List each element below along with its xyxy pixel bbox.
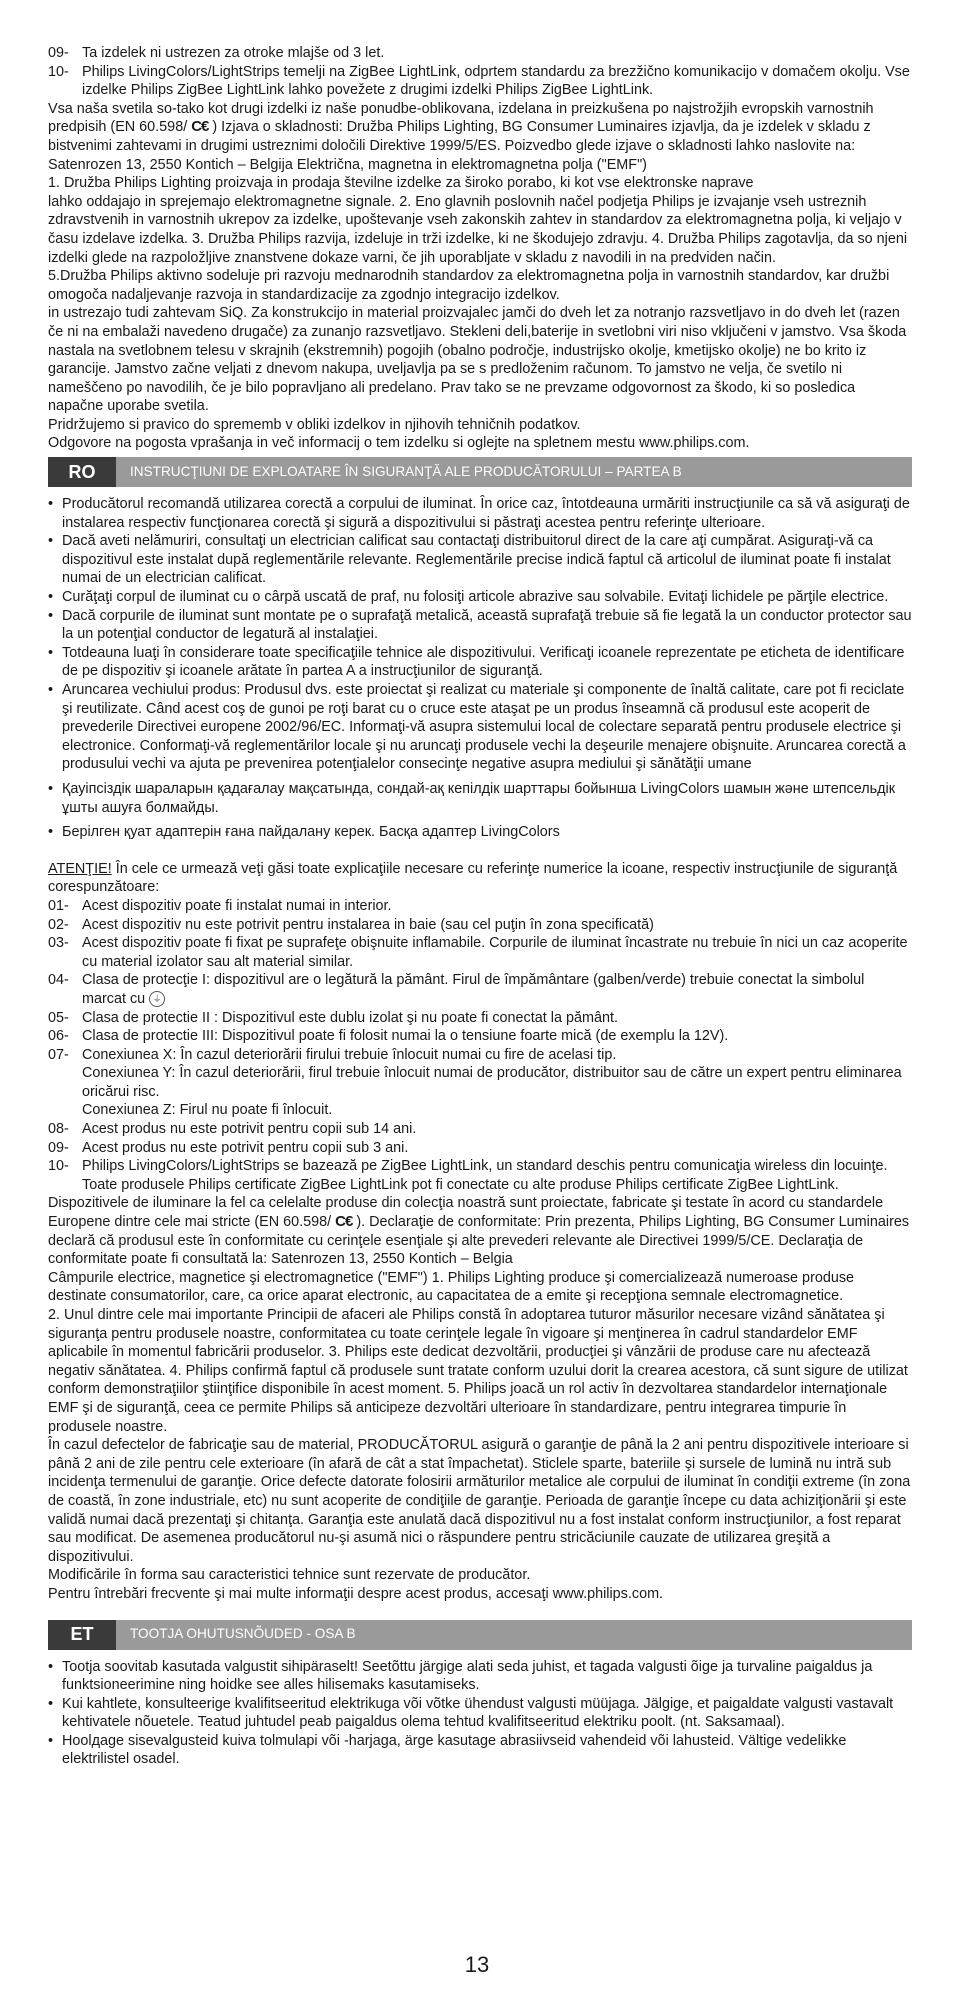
bullet-text: Dacă corpurile de iluminat sunt montate pe o suprafaţă metalică, această suprafaţă trebuie să fie legată la un conductor protector sau la un potenţial conductor de legatură al instalaţiei. — [62, 607, 912, 643]
ro-conformity-paragraph — [48, 1194, 912, 1268]
item-number: 03- — [48, 935, 69, 952]
bullet-icon: • — [48, 682, 54, 698]
bullet-text: Aruncarea vechiului produs: Produsul dvs. este proiectat şi realizat cu materiale şi componente de înaltă calitate, care pot fi reciclate şi reutilizate. Când acest coş de gunoi pe roţi barat cu o cruce este ataşat pe un produs înseamnă că produsul este acoperit de prevederile Directivei europene 2002/96/EC. Informaţi-vă asupra sistemului local de colectare separată pentru produsele electrice şi electronice. Conformaţi-vă reglementărilor locale şi nu aruncaţi produsele vechi la deşeurile menajere obişnuite. Aruncarea corectă a produsului vechi va ajuta pe prevenirea potenţialelor consecinţe negative asupra mediului şi sănătăţii umane — [62, 682, 906, 773]
earth-ground-icon: ⏚ — [149, 991, 165, 1007]
bullet-icon: • — [48, 607, 54, 624]
bullet-text: Tootja soovitab kasutada valgustit sihipäraselt! Seetõttu järgige alati seda juhist, et tagada valgusti õige ja turvaline paigaldus ja funktsioneerimine ning hoidke see alles hilisemaks kasutamiseks. — [62, 1658, 873, 1694]
attention-text: În cele ce urmează veţi găsi toate explicaţiile necesare cu referinţe numerice la icoane, respectiv instrucţiunile de siguranţă corespunzătoare: — [48, 860, 898, 896]
sl-emf-paragraph-3: 5.Družba Philips aktivno sodeluje pri razvoju mednarodnih standardov za elektromagnetna polja in varnostnih standardov, kar družbi omogoča nadaljevanje razvoja in standardizacije za zgodnjo integracijo izdelkov. — [48, 268, 890, 303]
language-badge: RO — [48, 457, 116, 487]
item-text: Acest produs nu este potrivit pentru copii sub 14 ani. — [82, 1121, 417, 1138]
page-number: 13 — [464, 1952, 490, 1977]
ro-rights-paragraph: Modificările în forma sau caracteristici tehnice sunt rezervate de producător. — [48, 1567, 531, 1584]
et-bullet — [48, 1732, 912, 1769]
ro-item-04 — [48, 971, 912, 1008]
item-number: 06- — [48, 1028, 69, 1045]
ro-attention-paragraph — [48, 860, 912, 897]
ro-emf-paragraph-1: Câmpurile electrice, magnetice şi electromagnetice ("EMF") 1. Philips Lighting produce şi comercializează numeroase produse destinate consumatorilor, care, ca orice aparat electronic, au capacitatea de a emite şi recepţiona semnale electromagnetice. — [48, 1269, 855, 1305]
et-section-header — [48, 1620, 912, 1650]
ro-warranty-paragraph: În cazul defectelor de fabricaţie sau de material, PRODUCĂTORUL asigură o garanţie de până la 2 ani pentru dispozitivele interioare si până 2 ani de zile pentru cele exterioare (în afară de cât a stat împachetat). Sticlele sparte, bateriile şi sursele de lumină nu intră sub incidenţa termenului de garanţie. Orice defecte datorate folosirii armăturilor metalice ale corpului de iluminat în condiţii extreme (în zona de coastă, în zone industriale, etc) nu sunt acoperite de condiţiile de garanţie. Perioada de garanţie începe cu data achiziţionării şi este validă numai dacă prezentaţi şi chitanţa. Garanţia este anulată dacă dispozitivul nu a fost instalat conform instrucţiunilor, a fost reparat sau modificat. De asemenea producătorul nu-şi asumă nici o răspundere pentru stricăciunile cauzate de utilizarea greşită a dispozitivului. — [48, 1437, 911, 1565]
bullet-text: Берілген қуат адаптерін ғана пайдалану керек. Басқа адаптер LivingColors — [62, 824, 560, 841]
item-number: 10- — [48, 63, 69, 80]
sl-conformity-paragraph — [48, 100, 912, 174]
item-text: Philips LivingColors/LightStrips se bazează pe ZigBee LightLink, un standard deschis pentru comunicaţia wireless din locuinţe. — [82, 1158, 888, 1175]
et-bullet — [48, 1658, 912, 1695]
ro-conformity-text-b: ). Declaraţie de conformitate: Prin prezenta, Philips Lighting, BG Consumer Luminaires declară că produsul este în conformitate cu cerinţele esenţiale şi alte prevederi relevante ale Directivei 1999/5/CE. Declaraţia de conformitate poate fi consultată la: Satenrozen 13, 2550 Kontich – Belgia — [48, 1214, 910, 1268]
section-title: INSTRUCŢIUNI DE EXPLOATARE ÎN SIGURANŢĂ ALE PRODUCĂTORULUI – PARTEA B — [116, 457, 912, 487]
sl-faq-paragraph: Odgovore na pogosta vprašanja in več informacij o tem izdelku si oglejte na spletnem mestu www.philips.com. — [48, 435, 750, 452]
ro-item-02 — [48, 916, 912, 935]
sl-rights-paragraph: Pridržujemo si pravico do sprememb v obliki izdelkov in njihovih tehničnih podatkov. — [48, 416, 581, 433]
ro-item-06 — [48, 1027, 912, 1046]
item-text: Acest dispozitiv poate fi fixat pe suprafeţe obişnuite inflamabile. Corpurile de iluminat încastrate nu trebuie în nici un caz acoperite cu material izolator sau alt material similar. — [82, 935, 908, 970]
sl-item-09 — [48, 44, 912, 63]
bullet-icon: • — [48, 1695, 54, 1712]
item-number: 07- — [48, 1046, 69, 1063]
item-number: 09- — [48, 45, 69, 61]
bullet-icon: • — [48, 644, 54, 661]
bullet-text: Producătorul recomandă utilizarea corectă a corpului de iluminat. În orice caz, întotdeauna urmăriti instrucţiunile ca să vă asiguraţi de instalarea respectiv funcţionarea corectă şi sigură a dispozitivului si păstraţi acestea pentru referinţe ulterioare. — [62, 496, 910, 531]
ro-item-09 — [48, 1139, 912, 1158]
ro-bullet — [48, 780, 912, 817]
item-text: Clasa de protectie III: Dispozitivul poate fi folosit numai la o tensiune foarte mică (de exemplu la 12V). — [82, 1028, 729, 1045]
bullet-icon: • — [48, 533, 54, 550]
ro-bullet — [48, 495, 912, 532]
bullet-text: Kui kahtlete, konsulteerige kvalifitseeritud elektrikuga või võtke ühendust valgusti müüjaga. Jälgige, et paigaldate valgusti vastavalt kehtivatele nõuetele. Teatud juhtudel peab paigaldus olema tehtud kvalifitseeritud elektriku poolt. (nt. Saksamaal). — [62, 1695, 894, 1731]
bullet-icon: • — [48, 1658, 54, 1675]
ro-bullet — [48, 823, 912, 842]
ce-mark-icon: C€ — [335, 1213, 353, 1231]
item-number: 04- — [48, 972, 69, 989]
item-number: 05- — [48, 1009, 69, 1026]
ro-item-08 — [48, 1120, 912, 1139]
item-text: Acest produs nu este potrivit pentru copii sub 3 ani. — [82, 1139, 409, 1156]
ro-item-03 — [48, 934, 912, 971]
sl-warranty-paragraph: in ustrezajo tudi zahtevam SiQ. Za konstrukcijo in material proizvajalec jamči do dveh let za notranjo razsvetljavo in do dveh let (razen če ni na embalaži navedeno drugače) za zunanjo razsvetljavo. Stekleni deli,baterije in svetlobni viri niso vključeni v jamstvo. Vsa škoda nastala na svetlobnem telesu v skrajnih (ekstremnih) pogojih (obalno področje, industrijsko okolje, kmetijsko okolje) ne bo krito iz garancije. Jamstvo začne veljati z dnevom nakupa, uveljavlja pa se s predloženim računom. To jamstvo ne velja, če svetilo ni nameščeno po navodilih, če je bilo popravljano ali predelano. Prav tako se ne prevzame odgovornost za škodo, ki so posledica napačne uporabe svetila. — [48, 305, 907, 415]
ro-section-header — [48, 457, 912, 487]
item-number: 08- — [48, 1121, 69, 1138]
ro-conformity-text-a: Dispozitivele de iluminare la fel ca celelalte produse din colecţia noastră sunt proiectate, fabricate şi testate în acord cu standardele Europene dintre cele mai stricte (EN 60.598/ — [48, 1195, 884, 1231]
et-bullet — [48, 1695, 912, 1732]
ro-bullet — [48, 607, 912, 644]
item-text: Acest dispozitiv poate fi instalat numai in interior. — [82, 897, 392, 914]
item-text: Philips LivingColors/LightStrips temelji na ZigBee LightLink, odprtem standardu za brezžično komunikacijo v domačem okolju. Vse izdelke Philips ZigBee LightLink lahko povežete z drugimi izdelki Philips ZigBee LightLink. — [82, 63, 910, 99]
section-title: TOOTJA OHUTUSNÕUDED - OSA B — [116, 1620, 912, 1650]
bullet-icon: • — [48, 824, 54, 841]
item-text: Conexiunea X: În cazul deteriorării firului trebuie înlocuit numai cu fire de acelasi tip. — [82, 1046, 617, 1063]
bullet-icon: • — [48, 496, 54, 513]
ro-item-10 — [48, 1157, 912, 1176]
ro-bullet — [48, 532, 912, 588]
item-text: Acest dispozitiv nu este potrivit pentru instalarea in baie (sau cel puţin în zona specificată) — [82, 916, 654, 933]
ro-item-07-y: Conexiunea Y: În cazul deteriorării, firul trebuie înlocuit numai de producător, distribuitor sau de către un expert pentru eliminarea oricărui risc. — [82, 1065, 902, 1100]
page-content — [48, 44, 912, 1769]
item-text: Ta izdelek ni ustrezen za otroke mlajše od 3 let. — [82, 45, 385, 61]
sl-emf-paragraph-2: lahko oddajajo in sprejemajo elektromagnetne signale. 2. Eno glavnih poslovnih načel podjetja Philips je izvajanje vseh ustreznih zdravstvenih in varnostnih ukrepov za izdelke, upoštevanje vseh zakonskih zahtev in standardov za elektromagnetna polja, ki veljajo v času izdelave izdelka. 3. Družba Philips razvija, izdeluje in trži izdelke, ki ne škodujejo zdravju. 4. Družba Philips zagotavlja, da so njeni izdelki glede na razpoložljive znanstvene dokaze varni, če jih uporabljate v skladu z navodili in na predviden način. — [48, 193, 908, 266]
ro-bullet — [48, 588, 912, 607]
ro-item-07-z: Conexiunea Z: Firul nu poate fi înlocuit. — [82, 1102, 333, 1119]
sl-emf-paragraph-1: 1. Družba Philips Lighting proizvaja in prodaja številne izdelke za široko porabo, ki kot vse elektronske naprave — [48, 175, 754, 192]
ce-mark-icon: C€ — [191, 118, 209, 136]
item-number: 10- — [48, 1158, 69, 1175]
bullet-icon: • — [48, 780, 54, 797]
ro-bullet — [48, 644, 912, 681]
bullet-text: Dacă aveti nelămuriri, consultaţi un electrician calificat sau contactaţi distribuitorul direct de la care aţi cumpărat. Asiguraţi-vă ca dispozitivul este instalat după reglementările relevante. Reglementările precise indică faptul că articolul de iluminat poate fi instalat numai de un electrician calificat. — [62, 533, 891, 587]
sl-conformity-text-a: Vsa naša svetila so-tako kot drugi izdelki iz naše ponudbe-oblikovana, izdelana in preizkušena po najstrožjih evropskih varnostnih predpisih (EN 60.598/ — [48, 100, 874, 136]
ro-faq-paragraph: Pentru întrebări frecvente şi mai multe informaţii despre acest produs, accesaţi www.philips.com. — [48, 1585, 664, 1602]
item-text: Clasa de protecţie I: dispozitivul are o legătură la pământ. Firul de împământare (galben/verde) trebuie conectat la simbolul marcat cu — [82, 972, 865, 1007]
sl-item-10 — [48, 63, 912, 100]
language-badge: ET — [48, 1620, 116, 1650]
ro-item-07 — [48, 1046, 912, 1065]
ro-bullet-disposal — [48, 681, 912, 774]
bullet-text: Қауіпсіздік шараларын қадағалау мақсатында, сондай-ақ кепілдік шарттары бойынша LivingColors шамын және штепсельдік ұшты ашуға болмайды. — [62, 780, 896, 816]
bullet-icon: • — [48, 589, 54, 606]
bullet-text: Totdeauna luaţi în considerare toate specificaţiile tehnice ale dispozitivului. Verificaţi icoanele reprezentate pe eticheta de identificare de pe dispozitiv şi icoanele arătate în partea A a instrucţiunilor de siguranţă. — [62, 644, 905, 680]
bullet-text: Hoolдage sisevalgusteid kuiva tolmulapi või -harjaga, ärge kasutage abrasiivseid vahendeid või lahusteid. Vältige vedelikke elektrilistel osadel. — [62, 1732, 847, 1768]
ro-emf-paragraph-2: 2. Unul dintre cele mai importante Principii de afaceri ale Philips constă în adoptarea tuturor măsurilor necesare vizând sănătatea şi siguranţa pentru produsele noastre, conformitatea cu toate cerinţele legale în vigoare şi menţinerea în cadrul standardelor EMF aplicabile în momentul fabricării produselor. 3. Philips este dedicat dezvoltării, producţiei şi vânzării de produse care nu afectează negativ sănătatea. 4. Philips confirmă faptul că produsele sunt tratate conform uzului dorit la crearea acestora, că sunt sigure de utilizat conform demonstraţiilor ştiinţifice disponibile în acest moment. 5. Philips joacă un rol activ în dezvoltarea standardelor internaţionale EMF şi de siguranţă, ceea ce permite Philips să anticipeze dezvoltări ulterioare în standardizare, pentru integrarea timpurie în produsele noastre. — [48, 1307, 908, 1435]
ro-item-01 — [48, 897, 912, 916]
ro-item-05 — [48, 1009, 912, 1028]
bullet-icon: • — [48, 1732, 54, 1749]
attention-label: ATENŢIE! — [48, 860, 112, 877]
item-number: 01- — [48, 897, 69, 914]
item-number: 02- — [48, 916, 69, 933]
item-text: Clasa de protectie II : Dispozitivul este dublu izolat şi nu poate fi conectat la pământ. — [82, 1009, 618, 1026]
ro-item-10-b: Toate produsele Philips certificate ZigBee LightLink pot fi conectate cu alte produse Philips certificate ZigBee LightLink. — [82, 1176, 839, 1193]
item-number: 09- — [48, 1139, 69, 1156]
sl-conformity-text-b: ) Izjava o skladnosti: Družba Philips Lighting, BG Consumer Luminaires izjavlja, da je izdelek v skladu z bistvenimi zahtevami in drugimi ustreznimi določili Direktive 1999/5/ES. Poizvedbo glede izjave o skladnosti lahko naslovite na: Satenrozen 13, 2550 Kontich – Belgija Električna, magnetna in elektromagnetna polja ("EMF") — [48, 119, 871, 173]
bullet-text: Curăţaţi corpul de iluminat cu o cârpă uscată de praf, nu folosiţi articole abrazive sau solvabile. Evitaţi lichidele pe părţile electrice. — [62, 589, 889, 606]
